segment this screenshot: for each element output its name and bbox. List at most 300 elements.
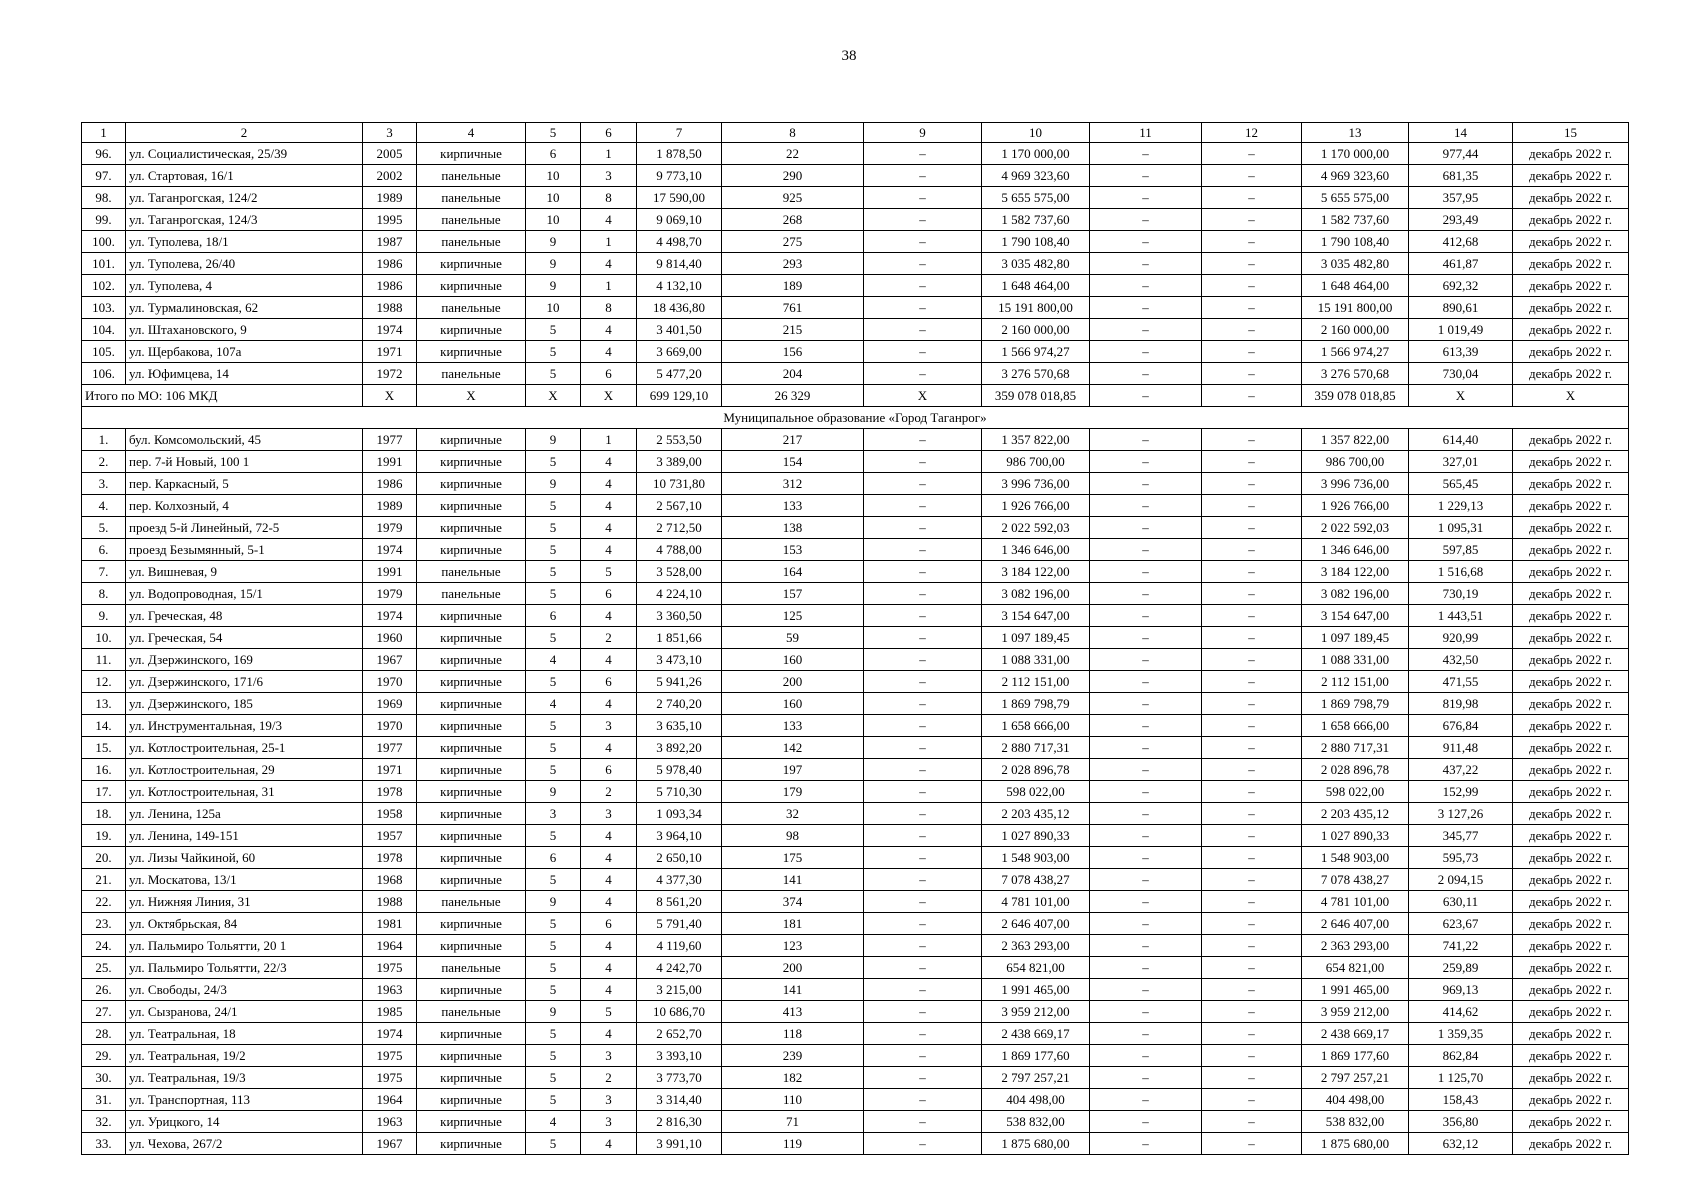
table-cell: 9 xyxy=(526,253,581,275)
table-cell: 356,80 xyxy=(1409,1111,1513,1133)
table-cell: – xyxy=(864,363,982,385)
table-cell: – xyxy=(1202,187,1302,209)
table-cell: – xyxy=(1202,429,1302,451)
table-cell: X xyxy=(1513,385,1629,407)
table-row xyxy=(82,253,1629,275)
table-cell: 862,84 xyxy=(1409,1045,1513,1067)
total-row xyxy=(82,385,1629,407)
table-cell: декабрь 2022 г. xyxy=(1513,253,1629,275)
table-cell: 1981 xyxy=(363,913,417,935)
table-cell: 1970 xyxy=(363,671,417,693)
table-cell: 16. xyxy=(82,759,126,781)
table-cell: 5 710,30 xyxy=(637,781,722,803)
column-header: 5 xyxy=(526,123,581,143)
table-cell: 4 xyxy=(581,253,637,275)
table-row xyxy=(82,1067,1629,1089)
table-cell: кирпичные xyxy=(417,715,526,737)
table-cell: – xyxy=(1090,737,1202,759)
table-cell: 1957 xyxy=(363,825,417,847)
table-cell: – xyxy=(864,539,982,561)
table-cell: 293 xyxy=(722,253,864,275)
table-cell: 9 xyxy=(526,473,581,495)
table-row xyxy=(82,693,1629,715)
table-cell: – xyxy=(1202,979,1302,1001)
table-cell: 1 869 798,79 xyxy=(982,693,1090,715)
table-cell: – xyxy=(1090,209,1202,231)
table-cell: 1986 xyxy=(363,275,417,297)
table-cell: 1 566 974,27 xyxy=(1302,341,1409,363)
table-cell: 5 xyxy=(526,319,581,341)
table-cell: 1 875 680,00 xyxy=(982,1133,1090,1155)
table-cell: 3 959 212,00 xyxy=(982,1001,1090,1023)
table-cell: 2 650,10 xyxy=(637,847,722,869)
table-cell: 2 203 435,12 xyxy=(982,803,1090,825)
table-cell: 699 129,10 xyxy=(637,385,722,407)
table-cell: – xyxy=(1202,495,1302,517)
table-cell: кирпичные xyxy=(417,935,526,957)
table-row xyxy=(82,803,1629,825)
table-cell: 15 191 800,00 xyxy=(982,297,1090,319)
table-cell: 986 700,00 xyxy=(982,451,1090,473)
table-cell: 10 xyxy=(526,165,581,187)
table-cell: 5 xyxy=(526,517,581,539)
table-cell: 374 xyxy=(722,891,864,913)
table-cell: 1978 xyxy=(363,847,417,869)
table-cell: 5 791,40 xyxy=(637,913,722,935)
table-cell: кирпичные xyxy=(417,1067,526,1089)
table-cell: 4. xyxy=(82,495,126,517)
table-cell: 1 095,31 xyxy=(1409,517,1513,539)
table-cell: 1974 xyxy=(363,319,417,341)
table-cell: – xyxy=(1202,825,1302,847)
table-cell: декабрь 2022 г. xyxy=(1513,363,1629,385)
table-cell: 437,22 xyxy=(1409,759,1513,781)
table-cell: – xyxy=(1202,231,1302,253)
table-cell: 4 119,60 xyxy=(637,935,722,957)
table-cell: 3 xyxy=(581,715,637,737)
table-cell: 1988 xyxy=(363,891,417,913)
table-cell: – xyxy=(864,1111,982,1133)
table-cell: 1986 xyxy=(363,473,417,495)
table-cell: – xyxy=(864,341,982,363)
table-cell: 7. xyxy=(82,561,126,583)
table-cell: 6 xyxy=(526,847,581,869)
table-cell: 5 xyxy=(526,539,581,561)
table-cell: 4 377,30 xyxy=(637,869,722,891)
table-cell: – xyxy=(1090,1111,1202,1133)
table-cell: 26. xyxy=(82,979,126,1001)
table-cell: 676,84 xyxy=(1409,715,1513,737)
table-cell: 3 669,00 xyxy=(637,341,722,363)
table-cell: 5 xyxy=(526,1067,581,1089)
table-cell: 3 314,40 xyxy=(637,1089,722,1111)
section-title: Муниципальное образование «Город Таганрог» xyxy=(82,407,1629,429)
table-cell: – xyxy=(1090,495,1202,517)
table-cell: панельные xyxy=(417,187,526,209)
table-cell: – xyxy=(864,759,982,781)
table-cell: 1 869 177,60 xyxy=(982,1045,1090,1067)
table-cell: 4 xyxy=(526,649,581,671)
table-cell: 12. xyxy=(82,671,126,693)
table-cell: 6 xyxy=(526,143,581,165)
table-cell: 4 xyxy=(581,605,637,627)
table-cell: – xyxy=(864,891,982,913)
table-cell: X xyxy=(1409,385,1513,407)
table-cell: 1 548 903,00 xyxy=(1302,847,1409,869)
table-cell: 5 xyxy=(526,825,581,847)
table-cell: ул. Котлостроительная, 29 xyxy=(126,759,363,781)
table-cell: 2 160 000,00 xyxy=(1302,319,1409,341)
table-cell: панельные xyxy=(417,363,526,385)
table-cell: декабрь 2022 г. xyxy=(1513,1023,1629,1045)
table-cell: 3 xyxy=(581,803,637,825)
table-cell: 101. xyxy=(82,253,126,275)
table-cell: 239 xyxy=(722,1045,864,1067)
table-cell: декабрь 2022 г. xyxy=(1513,1045,1629,1067)
table-cell: 1 790 108,40 xyxy=(1302,231,1409,253)
table-cell: 290 xyxy=(722,165,864,187)
table-cell: 59 xyxy=(722,627,864,649)
table-cell: панельные xyxy=(417,165,526,187)
table-cell: – xyxy=(1202,1001,1302,1023)
table-cell: 2 363 293,00 xyxy=(1302,935,1409,957)
table-cell: 4 xyxy=(581,539,637,561)
table-cell: 20. xyxy=(82,847,126,869)
table-cell: декабрь 2022 г. xyxy=(1513,319,1629,341)
table-cell: проезд Безымянный, 5-1 xyxy=(126,539,363,561)
table-cell: 614,40 xyxy=(1409,429,1513,451)
table-cell: 32 xyxy=(722,803,864,825)
column-header: 6 xyxy=(581,123,637,143)
table-cell: 6 xyxy=(581,759,637,781)
table-cell: 2 438 669,17 xyxy=(982,1023,1090,1045)
table-cell: 1 xyxy=(581,143,637,165)
column-header: 8 xyxy=(722,123,864,143)
table-cell: ул. Сызранова, 24/1 xyxy=(126,1001,363,1023)
table-cell: 4 xyxy=(581,1023,637,1045)
table-cell: кирпичные xyxy=(417,759,526,781)
table-cell: кирпичные xyxy=(417,1089,526,1111)
table-cell: 1 357 822,00 xyxy=(982,429,1090,451)
table-cell: – xyxy=(1202,759,1302,781)
table-cell: – xyxy=(1202,451,1302,473)
table-cell: 5 xyxy=(526,1045,581,1067)
table-cell: – xyxy=(1090,473,1202,495)
table-cell: 96. xyxy=(82,143,126,165)
table-cell: ул. Театральная, 18 xyxy=(126,1023,363,1045)
table-cell: 1 443,51 xyxy=(1409,605,1513,627)
table-cell: – xyxy=(864,143,982,165)
table-cell: 5 xyxy=(526,935,581,957)
table-cell: 2 740,20 xyxy=(637,693,722,715)
table-cell: 105. xyxy=(82,341,126,363)
table-row xyxy=(82,451,1629,473)
table-cell: – xyxy=(1202,385,1302,407)
table-cell: – xyxy=(1202,297,1302,319)
table-cell: декабрь 2022 г. xyxy=(1513,869,1629,891)
table-cell: ул. Штахановского, 9 xyxy=(126,319,363,341)
table-cell: 4 xyxy=(581,1133,637,1155)
table-cell: 153 xyxy=(722,539,864,561)
table-cell: 9 773,10 xyxy=(637,165,722,187)
table-cell: кирпичные xyxy=(417,473,526,495)
column-header: 10 xyxy=(982,123,1090,143)
table-cell: 2 712,50 xyxy=(637,517,722,539)
table-cell: 119 xyxy=(722,1133,864,1155)
table-cell: 598 022,00 xyxy=(982,781,1090,803)
table-cell: 158,43 xyxy=(1409,1089,1513,1111)
table-cell: 7 078 438,27 xyxy=(1302,869,1409,891)
section-row xyxy=(82,407,1629,429)
table-cell: 5 xyxy=(526,957,581,979)
table-cell: – xyxy=(1090,869,1202,891)
table-cell: – xyxy=(1090,715,1202,737)
table-cell: 4 xyxy=(581,693,637,715)
table-cell: – xyxy=(1202,363,1302,385)
table-cell: ул. Греческая, 54 xyxy=(126,627,363,649)
table-cell: – xyxy=(1090,913,1202,935)
table-cell: 15 191 800,00 xyxy=(1302,297,1409,319)
table-cell: кирпичные xyxy=(417,1023,526,1045)
table-cell: ул. Греческая, 48 xyxy=(126,605,363,627)
table-cell: – xyxy=(1202,1045,1302,1067)
table-cell: 2 438 669,17 xyxy=(1302,1023,1409,1045)
table-cell: 1975 xyxy=(363,957,417,979)
table-cell: 200 xyxy=(722,671,864,693)
table-cell: – xyxy=(1090,1023,1202,1045)
table-cell: 13. xyxy=(82,693,126,715)
table-cell: декабрь 2022 г. xyxy=(1513,583,1629,605)
table-cell: 3 xyxy=(526,803,581,825)
table-row xyxy=(82,363,1629,385)
table-cell: 11. xyxy=(82,649,126,671)
table-cell: 9 814,40 xyxy=(637,253,722,275)
table-cell: 9 069,10 xyxy=(637,209,722,231)
table-cell: 4 xyxy=(581,341,637,363)
table-cell: – xyxy=(864,627,982,649)
table-cell: 17. xyxy=(82,781,126,803)
table-cell: 6 xyxy=(581,363,637,385)
table-cell: 1 869 798,79 xyxy=(1302,693,1409,715)
table-cell: кирпичные xyxy=(417,737,526,759)
table-cell: – xyxy=(1202,1023,1302,1045)
table-cell: 1 869 177,60 xyxy=(1302,1045,1409,1067)
table-cell: 157 xyxy=(722,583,864,605)
table-cell: кирпичные xyxy=(417,627,526,649)
table-row xyxy=(82,1023,1629,1045)
table-cell: пер. Колхозный, 4 xyxy=(126,495,363,517)
table-cell: декабрь 2022 г. xyxy=(1513,957,1629,979)
table-cell: 15. xyxy=(82,737,126,759)
table-cell: 2 652,70 xyxy=(637,1023,722,1045)
table-cell: декабрь 2022 г. xyxy=(1513,143,1629,165)
table-cell: ул. Стартовая, 16/1 xyxy=(126,165,363,187)
table-cell: 1 xyxy=(581,275,637,297)
table-cell: 5 xyxy=(526,1089,581,1111)
table-cell: 164 xyxy=(722,561,864,583)
table-cell: 312 xyxy=(722,473,864,495)
table-cell: 175 xyxy=(722,847,864,869)
table-cell: 1 658 666,00 xyxy=(1302,715,1409,737)
table-cell: кирпичные xyxy=(417,1045,526,1067)
table-cell: – xyxy=(1202,319,1302,341)
column-header: 15 xyxy=(1513,123,1629,143)
table-cell: 1 991 465,00 xyxy=(1302,979,1409,1001)
table-cell: 4 xyxy=(581,957,637,979)
table-cell: декабрь 2022 г. xyxy=(1513,561,1629,583)
table-cell: 204 xyxy=(722,363,864,385)
table-cell: X xyxy=(864,385,982,407)
table-row xyxy=(82,275,1629,297)
table-cell: 30. xyxy=(82,1067,126,1089)
table-cell: декабрь 2022 г. xyxy=(1513,649,1629,671)
table-cell: – xyxy=(864,693,982,715)
table-cell: 3 035 482,80 xyxy=(982,253,1090,275)
table-cell: – xyxy=(864,1067,982,1089)
table-cell: 1968 xyxy=(363,869,417,891)
table-cell: панельные xyxy=(417,957,526,979)
table-cell: – xyxy=(1202,253,1302,275)
table-row xyxy=(82,495,1629,517)
table-cell: 3 401,50 xyxy=(637,319,722,341)
table-cell: – xyxy=(864,1001,982,1023)
table-cell: 3 393,10 xyxy=(637,1045,722,1067)
table-cell: 103. xyxy=(82,297,126,319)
table-cell: бул. Комсомольский, 45 xyxy=(126,429,363,451)
column-header: 4 xyxy=(417,123,526,143)
table-cell: 24. xyxy=(82,935,126,957)
table-cell: кирпичные xyxy=(417,429,526,451)
table-cell: 106. xyxy=(82,363,126,385)
table-cell: 1977 xyxy=(363,737,417,759)
table-cell: ул. Москатова, 13/1 xyxy=(126,869,363,891)
table-cell: 5 xyxy=(581,561,637,583)
table-cell: – xyxy=(1090,539,1202,561)
table-cell: 1 658 666,00 xyxy=(982,715,1090,737)
table-cell: декабрь 2022 г. xyxy=(1513,1067,1629,1089)
table-cell: 4 969 323,60 xyxy=(982,165,1090,187)
table-cell: 4 781 101,00 xyxy=(982,891,1090,913)
table-cell: 102. xyxy=(82,275,126,297)
table-cell: 654 821,00 xyxy=(982,957,1090,979)
table-cell: 2 028 896,78 xyxy=(1302,759,1409,781)
table-cell: – xyxy=(1090,143,1202,165)
table-row xyxy=(82,605,1629,627)
table-cell: – xyxy=(1090,187,1202,209)
table-cell: – xyxy=(1202,671,1302,693)
table-cell: кирпичные xyxy=(417,143,526,165)
table-cell: 5 xyxy=(526,495,581,517)
table-cell: 911,48 xyxy=(1409,737,1513,759)
table-row xyxy=(82,847,1629,869)
table-cell: 1989 xyxy=(363,187,417,209)
table-cell: – xyxy=(1202,605,1302,627)
table-cell: 4 xyxy=(526,693,581,715)
table-cell: 133 xyxy=(722,715,864,737)
table-cell: декабрь 2022 г. xyxy=(1513,781,1629,803)
table-cell: 2. xyxy=(82,451,126,473)
table-cell: 8 xyxy=(581,187,637,209)
table-cell: 133 xyxy=(722,495,864,517)
table-cell: 327,01 xyxy=(1409,451,1513,473)
table-cell: 3. xyxy=(82,473,126,495)
table-cell: 761 xyxy=(722,297,864,319)
table-cell: – xyxy=(1202,737,1302,759)
table-cell: – xyxy=(1090,561,1202,583)
table-cell: 10 xyxy=(526,209,581,231)
table-cell: 1 027 890,33 xyxy=(982,825,1090,847)
table-cell: – xyxy=(864,561,982,583)
table-cell: 23. xyxy=(82,913,126,935)
table-cell: декабрь 2022 г. xyxy=(1513,847,1629,869)
table-cell: ул. Ленина, 125а xyxy=(126,803,363,825)
table-cell: 3 154 647,00 xyxy=(982,605,1090,627)
table-cell: – xyxy=(1202,891,1302,913)
table-cell: 2 880 717,31 xyxy=(1302,737,1409,759)
table-row xyxy=(82,1045,1629,1067)
table-cell: 2 816,30 xyxy=(637,1111,722,1133)
table-cell: 4 xyxy=(581,979,637,1001)
table-cell: 71 xyxy=(722,1111,864,1133)
table-cell: 1 xyxy=(581,429,637,451)
table-cell: декабрь 2022 г. xyxy=(1513,539,1629,561)
table-cell: – xyxy=(1202,803,1302,825)
table-cell: декабрь 2022 г. xyxy=(1513,803,1629,825)
table-cell: 9 xyxy=(526,1001,581,1023)
column-header: 7 xyxy=(637,123,722,143)
table-cell: – xyxy=(1090,231,1202,253)
table-cell: – xyxy=(1090,781,1202,803)
table-cell: 3 xyxy=(581,1111,637,1133)
table-cell: X xyxy=(581,385,637,407)
table-cell: 7 078 438,27 xyxy=(982,869,1090,891)
table-cell: кирпичные xyxy=(417,1111,526,1133)
table-cell: 275 xyxy=(722,231,864,253)
table-cell: 3 184 122,00 xyxy=(1302,561,1409,583)
table-cell: кирпичные xyxy=(417,517,526,539)
table-cell: 8 xyxy=(581,297,637,319)
table-cell: 890,61 xyxy=(1409,297,1513,319)
table-cell: 5 xyxy=(526,869,581,891)
table-cell: – xyxy=(864,957,982,979)
table-cell: 404 498,00 xyxy=(982,1089,1090,1111)
table-cell: 118 xyxy=(722,1023,864,1045)
table-cell: кирпичные xyxy=(417,979,526,1001)
table-cell: декабрь 2022 г. xyxy=(1513,693,1629,715)
table-cell: ул. Свободы, 24/3 xyxy=(126,979,363,1001)
table-cell: 1974 xyxy=(363,539,417,561)
table-cell: 97. xyxy=(82,165,126,187)
buildings-table xyxy=(81,122,1629,1155)
table-cell: 2 203 435,12 xyxy=(1302,803,1409,825)
table-cell: кирпичные xyxy=(417,649,526,671)
table-row xyxy=(82,1111,1629,1133)
table-cell: – xyxy=(864,275,982,297)
table-cell: 986 700,00 xyxy=(1302,451,1409,473)
table-cell: 1991 xyxy=(363,451,417,473)
table-cell: ул. Туполева, 4 xyxy=(126,275,363,297)
table-cell: кирпичные xyxy=(417,847,526,869)
table-cell: – xyxy=(864,803,982,825)
table-cell: панельные xyxy=(417,1001,526,1023)
table-cell: 3 127,26 xyxy=(1409,803,1513,825)
table-cell: 9 xyxy=(526,891,581,913)
table-cell: декабрь 2022 г. xyxy=(1513,737,1629,759)
table-cell: 5 xyxy=(526,671,581,693)
table-cell: 4 xyxy=(581,737,637,759)
table-cell: – xyxy=(864,451,982,473)
table-cell: 1975 xyxy=(363,1045,417,1067)
